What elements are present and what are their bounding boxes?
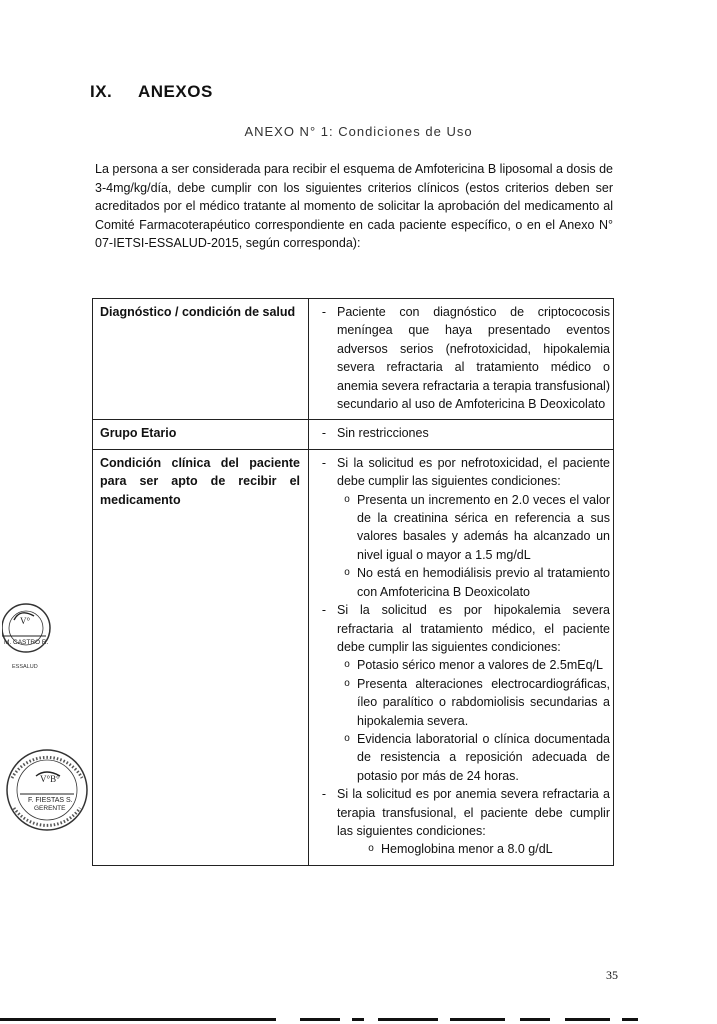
scan-artifact-line (622, 1018, 638, 1021)
sub-criterion-item (337, 656, 610, 674)
row-criteria (309, 420, 614, 449)
criterion-text: Paciente con diagnóstico de criptococosis meníngea que haya presentado eventos adversos serios (nefrotoxicidad, hipokalemia severa refractaria al tratamiento médico o anemia severa refractaria a terapia transfusional) secundario al uso de Amfotericina B Deoxicolato (337, 305, 610, 412)
svg-text:M. CASTRO R.: M. CASTRO R. (4, 639, 49, 646)
scan-artifact-line (565, 1018, 610, 1021)
intro-paragraph: La persona a ser considerada para recibir el esquema de Amfotericina B liposomal a dosis de 3-4mg/kg/día, debe cumplir con los siguientes criterios clínicos (estos criterios deben ser acreditados por el médico tratante al momento de solicitar la aprobación del medicamento al Comité Farmacoterapéutico correspondiente en cada paciente específico, o en el Anexo N° 07-IETSI-ESSALUD-2015, según corresponda): (95, 162, 613, 251)
criterion-item (311, 454, 610, 491)
circle-bullet-icon: o (368, 843, 374, 855)
circle-bullet-icon: o (344, 659, 350, 671)
section-heading (90, 82, 213, 102)
vobo-stamp-fiestas (2, 748, 92, 836)
vobo-stamp-castro (2, 590, 60, 676)
criteria-table (92, 298, 614, 866)
sub-criterion-item (337, 564, 610, 601)
section-title: ANEXOS (138, 82, 213, 101)
criterion-text: Sin restricciones (337, 426, 429, 441)
sub-criterion-text: Hemoglobina menor a 8.0 g/dL (381, 842, 553, 857)
sub-criterion-item (337, 491, 610, 565)
sub-criterion-item (337, 730, 610, 785)
sub-criterion-text: No está en hemodiálisis previo al tratamiento con Amfotericina B Deoxicolato (357, 566, 610, 599)
dash-bullet-icon: - (321, 305, 327, 319)
row-label: Grupo Etario (93, 420, 309, 449)
svg-text:V°B°: V°B° (40, 774, 60, 784)
row-label: Diagnóstico / condición de salud (93, 299, 309, 420)
svg-text:V°: V° (20, 616, 31, 626)
criterion-text: Si la solicitud es por hipokalemia severa refractaria al tratamiento médico, el paciente debe cumplir las siguientes condiciones: (337, 603, 610, 654)
dash-bullet-icon: - (321, 426, 327, 441)
dash-bullet-icon: - (321, 787, 327, 802)
table-row (93, 449, 614, 865)
page-number: 35 (606, 968, 618, 982)
table-row (93, 299, 614, 420)
criterion-item (311, 601, 610, 656)
scan-artifact-line (352, 1018, 364, 1021)
sub-criterion-text: Presenta alteraciones electrocardiográficas, íleo paralítico o rabdomiolisis secundarias a hipokalemia severa. (357, 676, 610, 728)
criterion-item (311, 424, 610, 442)
circle-bullet-icon: o (344, 732, 350, 744)
circle-bullet-icon: o (344, 493, 350, 505)
row-label: Condición clínica del paciente para ser apto de recibir el medicamento (93, 449, 309, 865)
annex-title: ANEXO N° 1: Condiciones de Uso (244, 124, 473, 139)
dash-bullet-icon: - (321, 603, 327, 618)
sub-criterion-text: Potasio sérico menor a valores de 2.5mEq/L (357, 658, 603, 673)
scan-artifact-line (520, 1018, 550, 1021)
circle-bullet-icon: o (344, 677, 350, 689)
sub-criterion-text: Presenta un incremento en 2.0 veces el valor de la creatinina sérica en referencia a sus valores basales y además ha alcanzado un nivel igual o mayor a 1.5 mg/dL (357, 492, 610, 562)
criterion-text: Si la solicitud es por anemia severa refractaria a terapia transfusional, el paciente debe cumplir las siguientes condiciones: (337, 787, 610, 838)
scan-artifact-line (378, 1018, 438, 1021)
circle-bullet-icon: o (344, 567, 350, 579)
svg-text:F. FIESTAS S.: F. FIESTAS S. (28, 797, 73, 804)
sub-criterion-item (361, 840, 610, 858)
scan-artifact-line (300, 1018, 340, 1021)
svg-text:GERENTE: GERENTE (34, 805, 66, 812)
svg-text:ESSALUD: ESSALUD (12, 664, 38, 670)
row-criteria (309, 449, 614, 865)
scan-artifact-line (450, 1018, 505, 1021)
sub-criterion-item (337, 675, 610, 730)
sub-criterion-text: Evidencia laboratorial o clínica documentada de resistencia a reposición adecuada de potasio por más de 24 horas. (357, 731, 610, 783)
section-number: IX. (90, 82, 113, 101)
criterion-item (311, 785, 610, 840)
scan-artifact-line (0, 1018, 276, 1021)
criterion-text: Si la solicitud es por nefrotoxicidad, el paciente debe cumplir las siguientes condiciones: (337, 455, 610, 489)
row-criteria (309, 299, 614, 420)
dash-bullet-icon: - (321, 455, 327, 470)
criterion-item (311, 303, 610, 413)
table-row (93, 420, 614, 449)
